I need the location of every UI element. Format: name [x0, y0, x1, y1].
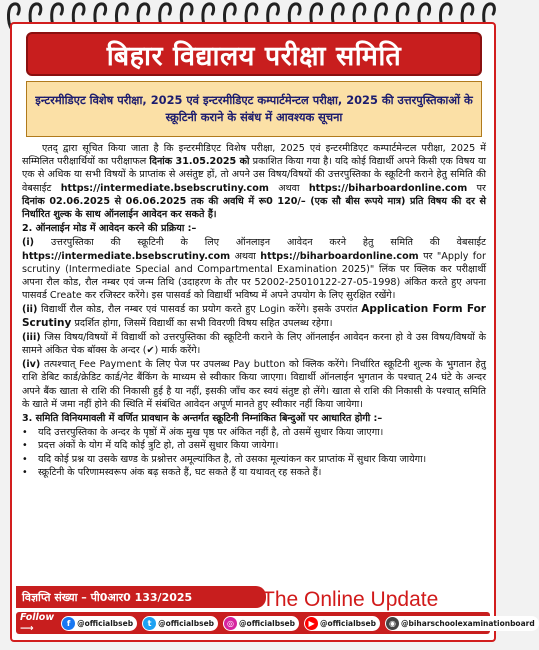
watermark: The Online Update: [262, 588, 439, 611]
step-i-site-1[interactable]: https://intermediate.bsebscrutiny.com: [22, 250, 231, 262]
notice-number: विज्ञप्ति संख्या – पी0आर0 133/2025: [22, 590, 193, 604]
notice-subtitle: [26, 81, 482, 137]
website-link[interactable]: ◉ @biharschoolexaminationboard: [385, 616, 539, 631]
step-i-site-2[interactable]: https://biharboardonline.com: [260, 250, 419, 262]
bullet-text-3: यदि कोई प्रश्न या उसके खण्ड के प्रश्नोत्तर अमूल्यांकित है, तो उसका मूल्यांकन कर प्राप्तांक में सुधार किया जायेगा।: [38, 453, 427, 465]
notice-number-banner: [16, 586, 266, 608]
list-item: [22, 453, 486, 466]
bullet-text-2: प्रदत्त अंकों के योग में यदि कोई त्रुटि हो, तो उसमें सुधार किया जायेगा।: [38, 440, 279, 452]
bullet-icon: •: [22, 466, 28, 478]
scrutiny-site-link[interactable]: https://intermediate.bsebscrutiny.com: [60, 182, 269, 194]
follow-label: Follow ⟶: [20, 612, 55, 634]
result-date: दिनांक 31.05.2025 को: [149, 156, 250, 168]
step-i-text-2: पर "Apply for scrutiny (Intermediate Special and Compartmental Examination 2025)" लिंक पर क्लिक कर परीक्षार्थी अपना रौल कोड, रौल नम्बर एवं जन्म तिथि (उदाहरण के तौर पर 52002-25010122-27-05-1998) अंकित करते हुए अपना पासवर्ड Create कर रजिस्टर करेंगे। इस पासवर्ड को विद्यार्थी भविष्य में अपने उपयोग के लिए सुरक्षित रखेंगे।: [22, 250, 486, 302]
or-text: अथवा: [278, 182, 300, 194]
list-item: [22, 466, 486, 479]
intro-text-1: एतद् द्वारा सूचित किया जाता है कि इन्टरमीडिएट विशेष परीक्षा, 2025 एवं इन्टरमीडिएट कम्पार्टमेन्टल परीक्षा, 2025 में सम्मिलित परीक्षार्थियों का परीक्षाफल: [22, 143, 486, 168]
twitter-icon: t: [143, 617, 156, 630]
board-header: [26, 32, 482, 76]
step-i-label: (i): [22, 237, 35, 249]
instagram-icon: ◎: [224, 617, 237, 630]
notice-page: [10, 22, 535, 642]
instagram-link[interactable]: ◎ @officialbseb: [223, 616, 299, 631]
step-iii-label: (iii): [22, 331, 41, 343]
board-title: बिहार विद्यालय परीक्षा समिति: [106, 40, 402, 72]
twitter-link[interactable]: t @officialbseb: [142, 616, 218, 631]
step-ii-text-2: प्रदर्शित होगा, जिसमें विद्यार्थी का सभी विवरणी विषय सहित उपलब्ध रहेगा।: [74, 317, 333, 329]
intro-text-2: प्रकाशित किया गया है। यदि कोई विद्यार्थी अपने किसी एक विषय या एक से अधिक या सभी विषयों के प्राप्तांक से असंतुष्ट हों, तो अपने उस विषय/विषयों की उत्तरपुस्तिका के स्क्रूटिनी कराने हेतु समिति की वेबसाईट: [22, 156, 487, 194]
section-3-heading: 3. समिति विनियमावली में वर्णित प्रावधान के अन्तर्गत स्क्रूटिनी निम्नांकित बिन्दुओं पर आधारित होगी :–: [22, 413, 383, 425]
step-iv-text: तत्पश्चात् Fee Payment के लिए पेज पर उपलब्ध Pay button को क्लिक करेंगे। निर्धारित स्क्रूटिनी शुल्क के भुगतान हेतु राशि डेबिट कार्ड/क्रेडिट कार्ड/नेट बैंकिंग के माध्यम से स्वीकार किया जाएगा। विद्यार्थी ऑनलाईन भुगतान के पश्चात् 24 घंटे के अन्दर अपने बैंक खाता से राशि की निकासी हुई है या नहीं, इसकी जाँच कर स्वयं संतुष्ट हो लेंगे। खाता से राशि की निकासी के पश्चात् समिति के खाते में जमा नहीं होने की स्थिति में संबंधित आवेदन अपूर्ण मानते हुए स्वीकार नहीं किया जायेगा।: [22, 359, 486, 410]
step-ii-label: (ii): [22, 304, 38, 316]
application-period: दिनांक 02.06.2025 से 06.06.2025 तक की अवधि में रू0 120/– (एक सौ बीस रूपये मात्र) प्रति विषय की दर से निर्धारित शुल्क के साथ ऑनलाईन आवेदन कर सकते हैं।: [22, 195, 486, 221]
social-bar: [16, 612, 535, 634]
notice-body: [22, 142, 486, 479]
footer: [12, 586, 535, 642]
step-iii-text: जिस विषय/विषयों में विद्यार्थी को उत्तरपुस्तिका की स्क्रूटिनी कराने के लिए ऑनलाईन आवेदन करना हो वे उस विषय/विषयों के सामने अंकित चेक बॉक्स के अन्दर (✔) मार्क करेंगे।: [22, 331, 486, 357]
bullet-icon: •: [22, 427, 28, 439]
youtube-link[interactable]: ▶ @officialbseb: [304, 616, 380, 631]
step-i-or: अथवा: [234, 250, 256, 262]
on-text: पर: [476, 182, 486, 194]
facebook-link[interactable]: f @officialbseb: [61, 616, 137, 631]
facebook-icon: f: [62, 617, 75, 630]
board-site-link[interactable]: https://biharboardonline.com: [308, 182, 468, 194]
step-iv: [22, 358, 486, 411]
bullet-text-1: यदि उत्तरपुस्तिका के अन्दर के पृष्ठों में अंक मुख पृष्ठ पर अंकित नहीं है, तो उसमें सुधार किया जाएगा।: [38, 427, 384, 439]
step-i-text-1: उत्तरपुस्तिका की स्क्रूटिनी के लिए ऑनलाइन आवेदन करने हेतु समिति की वेबसाईट: [50, 237, 486, 249]
bullet-icon: •: [22, 440, 28, 452]
globe-icon: ◉: [386, 617, 399, 630]
intro-paragraph: [22, 142, 486, 221]
bullet-icon: •: [22, 453, 28, 465]
subtitle-text: इन्टरमीडिएट विशेष परीक्षा, 2025 एवं इन्टरमीडिएट कम्पार्टमेन्टल परीक्षा, 2025 की उत्तरपुस्तिकाओं के स्क्रूटिनी कराने के संबंध में आवश्यक सूचना: [35, 93, 473, 124]
step-ii: [22, 303, 486, 329]
step-i: [22, 236, 486, 302]
application-form-label: Application Form For Scrutiny: [22, 303, 486, 329]
step-ii-text-1: विद्यार्थी रौल कोड, रौल नम्बर एवं पासवर्ड का प्रयोग करते हुए Login करेंगे। इसके उपरांत: [41, 304, 358, 316]
list-item: [22, 426, 486, 439]
step-iv-label: (iv): [22, 359, 41, 371]
youtube-icon: ▶: [305, 617, 318, 630]
section-2-heading: 2. ऑनलाईन मोड में आवेदन करने की प्रक्रिया :–: [22, 223, 197, 235]
bullet-text-4: स्क्रूटिनी के परिणामस्वरूप अंक बढ़ सकते हैं, घट सकते हैं या यथावत् रह सकते हैं।: [38, 466, 322, 478]
step-iii: [22, 331, 486, 357]
list-item: [22, 439, 486, 452]
